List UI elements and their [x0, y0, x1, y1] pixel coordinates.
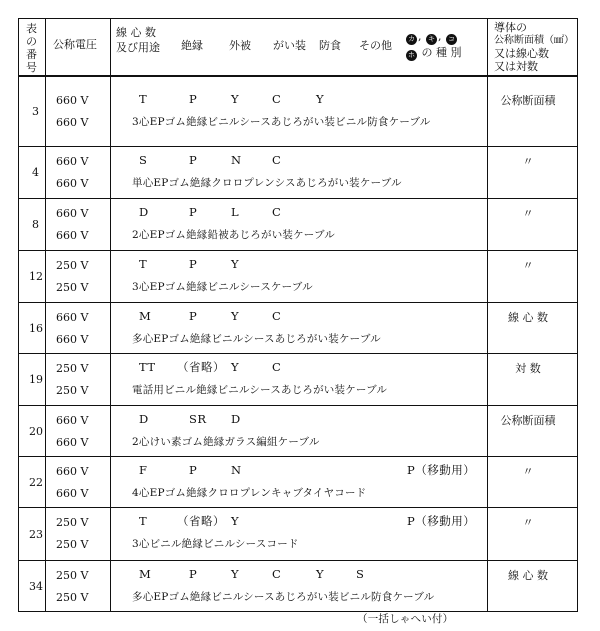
- row-voltage: 660 V: [56, 311, 89, 324]
- row-description: 2心けい素ゴム絶縁ガラス編組ケーブル: [132, 436, 320, 448]
- row-size-basis: 線 心 数: [508, 311, 548, 324]
- row-number: 22: [29, 475, 43, 489]
- row-size-basis: 公称断面積: [500, 94, 556, 107]
- header-armor: がい装: [273, 39, 306, 52]
- row-code-letter: C: [272, 153, 282, 167]
- row-code-letter: C: [272, 205, 282, 219]
- row-voltage: 250 V: [56, 259, 89, 272]
- row-voltage: 660 V: [56, 229, 89, 242]
- row-voltage: 250 V: [56, 569, 89, 582]
- row-code-letter: Y: [231, 257, 240, 271]
- row-size-basis: 〃: [522, 155, 534, 168]
- circled-ka-icon: カ: [408, 35, 415, 43]
- row-code-letter: N: [231, 463, 242, 477]
- row-code-letter: C: [272, 360, 282, 374]
- row-code-letter: D: [139, 205, 149, 219]
- row-number: 12: [29, 270, 43, 283]
- row-code-letter: Y: [231, 360, 240, 374]
- circled-ki-icon: キ: [428, 35, 435, 43]
- row-voltage: 250 V: [56, 281, 89, 294]
- row-number: 16: [29, 321, 43, 335]
- row-size-basis: 公称断面積: [500, 414, 556, 427]
- row-code-letter: （省略）: [177, 360, 225, 374]
- row-size-basis: 〃: [522, 516, 534, 529]
- row-code-letter: P: [189, 567, 198, 581]
- row-code-letter: SR: [189, 412, 207, 426]
- header-cores: 線 心 数: [116, 26, 156, 39]
- row-code-letter: Y: [316, 92, 325, 106]
- header-voltage: 公称電圧: [53, 38, 97, 51]
- row-voltage: 660 V: [56, 465, 89, 478]
- row-description: 3心EPゴム絶縁ビニルシースケーブル: [132, 281, 313, 293]
- column-divider: [110, 19, 111, 611]
- row-size-basis: 〃: [522, 259, 534, 272]
- row-voltage: 250 V: [56, 516, 89, 529]
- row-note: （一括しゃへい付）: [357, 613, 454, 625]
- row-voltage: 660 V: [56, 414, 89, 427]
- cable-code-table: [18, 18, 578, 625]
- row-description: 2心EPゴム絶縁鉛被あじろがい装ケーブル: [132, 229, 335, 241]
- column-divider: [487, 19, 488, 611]
- row-divider: [19, 198, 577, 199]
- row-divider: [19, 507, 577, 508]
- header-no-1: 表: [26, 22, 37, 35]
- row-code-letter: S: [356, 567, 365, 581]
- column-divider: [45, 19, 46, 611]
- row-code-letter: M: [139, 309, 152, 323]
- row-code-letter: N: [231, 153, 242, 167]
- row-number: 34: [29, 580, 43, 593]
- row-size-basis: 〃: [522, 207, 534, 220]
- row-voltage: 660 V: [56, 116, 89, 129]
- row-divider: [19, 250, 577, 251]
- row-description: 多心EPゴム絶縁ビニルシースあじろがい装ケーブル: [132, 333, 381, 345]
- row-size-basis: 対 数: [515, 362, 541, 375]
- header-corrosion: 防食: [319, 39, 341, 52]
- row-code-letter: C: [272, 92, 282, 106]
- row-code-letter: Y: [231, 567, 240, 581]
- row-number: 4: [32, 166, 39, 179]
- row-code-letter: Y: [316, 567, 325, 581]
- row-code-letter: P: [189, 257, 198, 271]
- row-code-letter: T: [139, 257, 148, 271]
- header-type-marks: カ , キ , コ: [408, 30, 455, 43]
- header-sheath: 外被: [229, 39, 251, 52]
- row-divider: [19, 405, 577, 406]
- row-code-letter: L: [231, 205, 240, 219]
- row-voltage: 660 V: [56, 333, 89, 346]
- row-number: 3: [32, 104, 39, 118]
- row-divider: [19, 302, 577, 303]
- row-code-letter: D: [139, 412, 149, 426]
- row-voltage: 660 V: [56, 94, 89, 107]
- row-voltage: 660 V: [56, 177, 89, 190]
- row-code-letter: Y: [231, 92, 240, 106]
- row-code-usage: P（移動用）: [407, 514, 476, 528]
- row-code-usage: P（移動用）: [407, 463, 476, 477]
- row-description: 4心EPゴム絶縁クロロプレンキャブタイヤコード: [132, 487, 367, 499]
- row-voltage: 660 V: [56, 155, 89, 168]
- row-description: 多心EPゴム絶縁ビニルシースあじろがい装ビニル防食ケーブル: [132, 591, 435, 603]
- row-code-letter: C: [272, 309, 282, 323]
- row-code-letter: D: [231, 412, 241, 426]
- row-divider: [19, 146, 577, 147]
- row-voltage: 250 V: [56, 538, 89, 551]
- row-divider: [19, 75, 577, 77]
- header-other: その他: [359, 39, 392, 52]
- row-code-letter: （省略）: [177, 514, 225, 528]
- row-number: 8: [32, 218, 39, 231]
- row-divider: [19, 560, 577, 561]
- header-insulation: 絶縁: [181, 39, 203, 52]
- header-size-2: 公称断面積（㎟）: [494, 35, 574, 46]
- row-code-letter: P: [189, 205, 198, 219]
- circled-ho-icon: ホ: [408, 51, 415, 59]
- row-voltage: 250 V: [56, 384, 89, 397]
- row-code-letter: F: [139, 463, 148, 477]
- row-code-letter: C: [272, 567, 282, 581]
- row-voltage: 250 V: [56, 591, 89, 604]
- row-code-letter: T: [139, 92, 148, 106]
- row-description: 3心EPゴム絶縁ビニルシースあじろがい装ビニル防食ケーブル: [132, 116, 431, 128]
- row-voltage: 660 V: [56, 487, 89, 500]
- row-divider: [19, 353, 577, 354]
- row-number: 20: [29, 424, 43, 438]
- row-divider: [19, 456, 577, 457]
- row-code-letter: P: [189, 153, 198, 167]
- circled-ko-icon: コ: [448, 35, 455, 43]
- row-code-letter: P: [189, 463, 198, 477]
- header-size-4: 又は対数: [494, 60, 538, 73]
- row-code-letter: TT: [139, 360, 156, 374]
- row-voltage: 660 V: [56, 207, 89, 220]
- row-description: 3心ビニル絶縁ビニルシースコード: [132, 538, 299, 550]
- row-code-letter: Y: [231, 309, 240, 323]
- row-voltage: 660 V: [56, 436, 89, 449]
- row-code-letter: S: [139, 153, 148, 167]
- row-code-letter: P: [189, 92, 198, 106]
- row-number: 19: [29, 373, 43, 386]
- row-description: 電話用ビニル絶縁ビニルシースあじろがい装ケーブル: [132, 384, 388, 396]
- row-description: 単心EPゴム絶縁クロロプレンシスあじろがい装ケーブル: [132, 177, 402, 189]
- row-size-basis: 〃: [522, 465, 534, 478]
- row-code-letter: M: [139, 567, 152, 581]
- header-usage: 及び用途: [116, 41, 160, 54]
- row-code-letter: Y: [231, 514, 240, 528]
- header-type-kind: ホ の 種 別: [408, 46, 462, 59]
- row-code-letter: T: [139, 514, 148, 528]
- row-code-letter: P: [189, 309, 198, 323]
- header-no-3: 番: [26, 48, 37, 61]
- row-voltage: 250 V: [56, 362, 89, 375]
- row-size-basis: 線 心 数: [508, 569, 548, 582]
- header-no-4: 号: [26, 61, 37, 74]
- header-no-2: の: [26, 35, 37, 48]
- header-size-3: 又は線心数: [494, 47, 549, 60]
- row-number: 23: [29, 527, 43, 541]
- header-size-1: 導体の: [494, 21, 527, 34]
